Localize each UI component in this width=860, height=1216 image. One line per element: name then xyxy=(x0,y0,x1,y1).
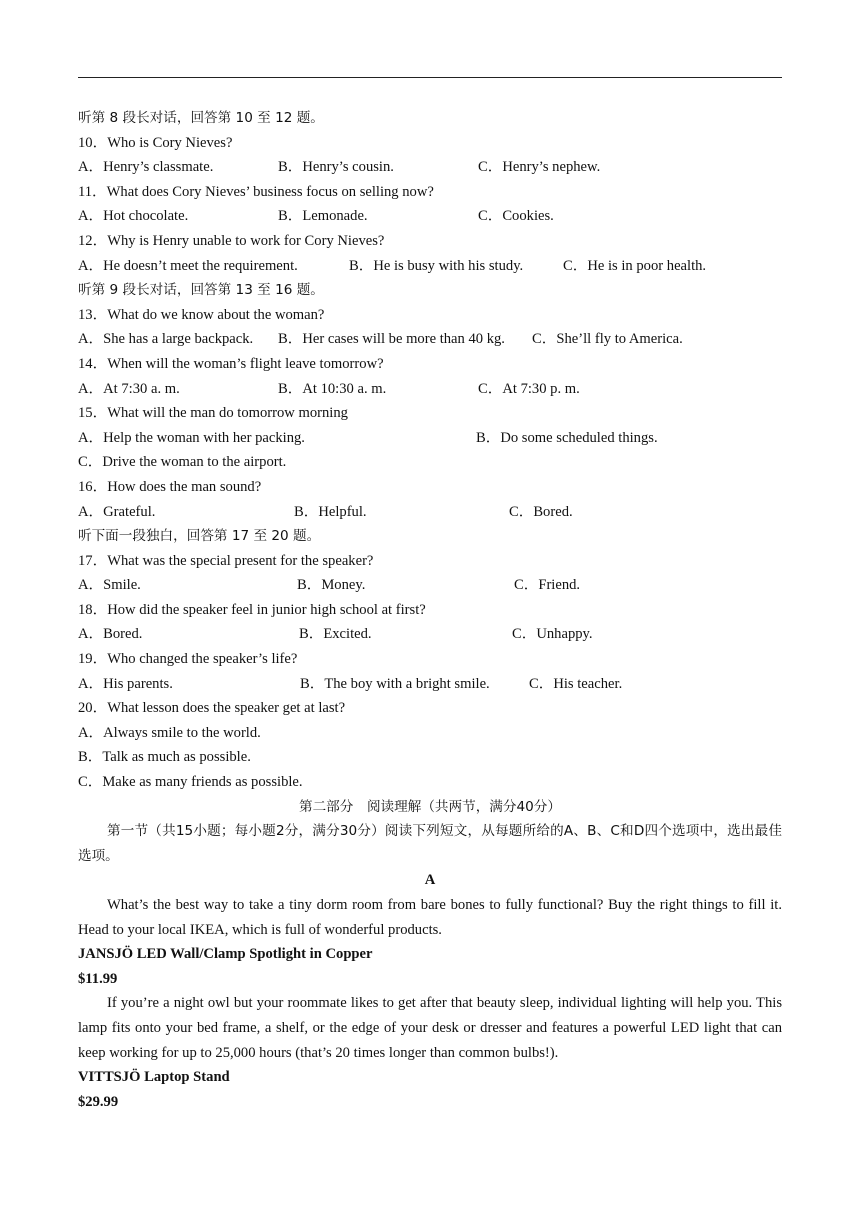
q17-option-b: B．Money. xyxy=(297,577,366,594)
question-11-options xyxy=(78,204,782,229)
question-17-options xyxy=(78,573,782,598)
q13-option-c: C．She’ll fly to America. xyxy=(532,331,683,348)
section1-instructions: 第一节（共15小题；每小题2分，满分30分）阅读下列短文，从每题所给的A、B、C和D四个选项中，选出最佳选项。 xyxy=(78,823,782,864)
q15-option-a: A．Help the woman with her packing. xyxy=(78,429,305,446)
question-15-options xyxy=(78,426,782,451)
question-16-stem: 16．How does the man sound? xyxy=(78,478,262,495)
q19-option-c: C．His teacher. xyxy=(529,675,623,692)
q11-option-c: C．Cookies. xyxy=(478,208,554,225)
question-13-options xyxy=(78,327,782,352)
monologue-intro: 听下面一段独白，回答第 17 至 20 题。 xyxy=(78,528,321,545)
q16-option-a: A．Grateful. xyxy=(78,503,156,520)
q16-option-b: B．Helpful. xyxy=(294,503,367,520)
q15-option-c: C．Drive the woman to the airport. xyxy=(78,454,287,471)
q17-option-c: C．Friend. xyxy=(514,577,581,594)
product2-name: VITTSJÖ Laptop Stand xyxy=(78,1069,230,1086)
question-12-options xyxy=(78,254,782,279)
q18-option-a: A．Bored. xyxy=(78,626,143,643)
q18-option-c: C．Unhappy. xyxy=(512,626,593,643)
question-10-options xyxy=(78,155,782,180)
product2-price: $29.99 xyxy=(78,1093,119,1110)
q20-option-b: B．Talk as much as possible. xyxy=(78,749,251,766)
q17-option-a: A．Smile. xyxy=(78,577,141,594)
q15-option-b: B．Do some scheduled things. xyxy=(476,429,658,446)
question-15-option-c-line xyxy=(78,450,782,475)
question-13-stem: 13．What do we know about the woman? xyxy=(78,306,325,323)
q14-option-a: A．At 7:30 a. m. xyxy=(78,380,180,397)
q20-option-a: A．Always smile to the world. xyxy=(78,724,261,741)
part2-title: 第二部分 阅读理解（共两节，满分40分） xyxy=(299,798,561,815)
q12-option-a: A．He doesn’t meet the requirement. xyxy=(78,257,298,274)
question-14-stem: 14．When will the woman’s flight leave tomorrow? xyxy=(78,355,384,372)
question-14-options xyxy=(78,377,782,402)
passage-intro: What’s the best way to take a tiny dorm room from bare bones to fully functional? Buy the right things to fill it. Head to your local IKEA, which is full of wonderful products. xyxy=(78,897,782,938)
q14-option-c: C．At 7:30 p. m. xyxy=(478,380,580,397)
question-16-options xyxy=(78,500,782,525)
q13-option-b: B．Her cases will be more than 40 kg. xyxy=(278,331,505,348)
q16-option-c: C．Bored. xyxy=(509,503,573,520)
q12-option-c: C．He is in poor health. xyxy=(563,257,707,274)
q19-option-a: A．His parents. xyxy=(78,675,173,692)
question-17-stem: 17．What was the special present for the speaker? xyxy=(78,552,374,569)
section8-intro: 听第 8 段长对话，回答第 10 至 12 题。 xyxy=(78,110,324,126)
product1-name: JANSJÖ LED Wall/Clamp Spotlight in Copper xyxy=(78,946,373,963)
question-15-stem: 15．What will the man do tomorrow morning xyxy=(78,405,348,422)
q10-option-a: A．Henry’s classmate. xyxy=(78,159,214,176)
q10-option-c: C．Henry’s nephew. xyxy=(478,159,601,176)
section9-intro: 听第 9 段长对话，回答第 13 至 16 题。 xyxy=(78,282,324,299)
q20-option-c: C．Make as many friends as possible. xyxy=(78,774,303,791)
question-19-options xyxy=(78,672,782,697)
product1-price: $11.99 xyxy=(78,970,118,987)
exam-page xyxy=(78,106,782,1114)
question-11-stem: 11．What does Cory Nieves’ business focus on selling now? xyxy=(78,183,434,200)
question-20-stem: 20．What lesson does the speaker get at last? xyxy=(78,700,346,717)
question-19-stem: 19．Who changed the speaker’s life? xyxy=(78,651,298,668)
q14-option-b: B．At 10:30 a. m. xyxy=(278,380,387,397)
header-rule xyxy=(78,77,782,78)
question-12-stem: 12．Why is Henry unable to work for Cory Nieves? xyxy=(78,232,385,249)
question-10-stem: 10．Who is Cory Nieves? xyxy=(78,134,233,151)
question-18-stem: 18．How did the speaker feel in junior high school at first? xyxy=(78,601,426,618)
q12-option-b: B．He is busy with his study. xyxy=(349,257,524,274)
passage-label: A xyxy=(424,872,436,889)
q18-option-b: B．Excited. xyxy=(299,626,372,643)
q10-option-b: B．Henry’s cousin. xyxy=(278,159,394,176)
question-18-options xyxy=(78,622,782,647)
q11-option-b: B．Lemonade. xyxy=(278,208,368,225)
q19-option-b: B．The boy with a bright smile. xyxy=(300,675,490,692)
product1-description: If you’re a night owl but your roommate likes to get after that beauty sleep, individual lighting will help you. This lamp fits onto your bed frame, a shelf, or the edge of your desk or dresser and features a powerful LED light that can keep working for up to 25,000 hours (that’s 20 times longer than common bulbs!). xyxy=(78,995,782,1061)
q13-option-a: A．She has a large backpack. xyxy=(78,331,254,348)
q11-option-a: A．Hot chocolate. xyxy=(78,208,189,225)
